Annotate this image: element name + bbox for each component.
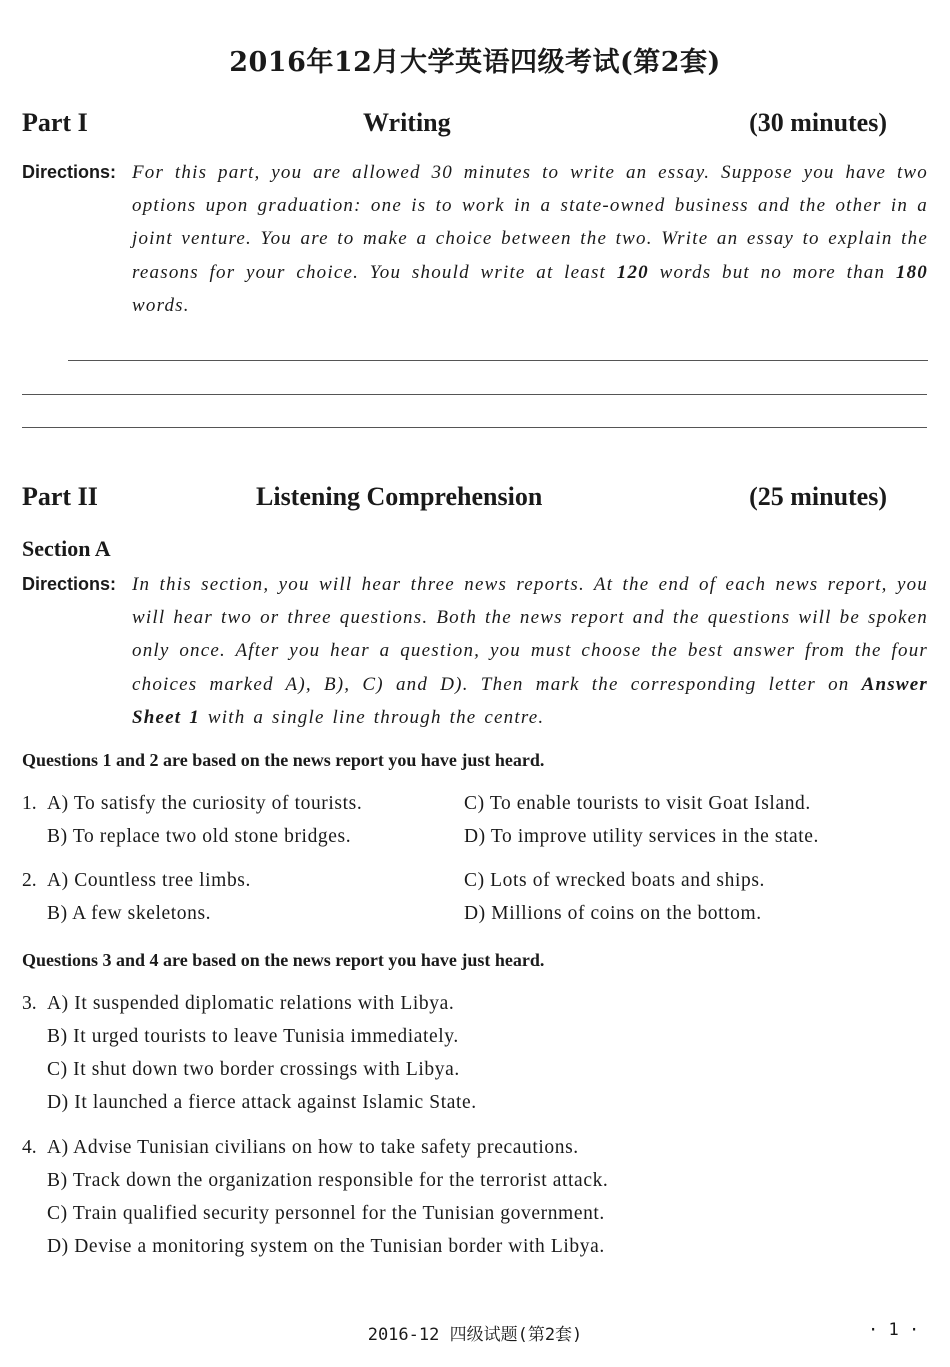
- question-1-number: 1.: [22, 793, 37, 814]
- q2-option-a: A) Countless tree limbs.: [47, 870, 251, 891]
- part1-name: Writing: [363, 108, 451, 137]
- part1-directions-post: words.: [132, 294, 190, 316]
- q2-option-d: D) Millions of coins on the bottom.: [464, 903, 762, 924]
- q4-option-d: D) Devise a monitoring system on the Tunisian border with Libya.: [47, 1236, 605, 1257]
- part2-directions-pre: In this section, you will hear three news reports. At the end of each news report, you will hear two or three questions. Both the news report and the questions will be spoken only once. After you hear a question, you must choose the best answer from the four choices marked A), B), C) and D). Then mark the corresponding letter on: [132, 574, 928, 695]
- writing-line-2: [22, 394, 927, 395]
- q2-option-b: B) A few skeletons.: [47, 903, 212, 924]
- group2-header: Questions 3 and 4 are based on the news report you have just heard.: [22, 950, 545, 970]
- answer-sheet-ref: Answer Sheet 1: [132, 673, 928, 728]
- part1-directions-label: Directions:: [22, 162, 117, 182]
- exam-title: 2016年12月大学英语四级考试(第2套): [229, 47, 721, 78]
- q1-option-a: A) To satisfy the curiosity of tourists.: [47, 793, 363, 814]
- section-a-title: Section A: [22, 536, 111, 561]
- part1-header: [22, 108, 927, 142]
- question-3-number: 3.: [22, 993, 37, 1014]
- part2-name: Listening Comprehension: [256, 482, 543, 511]
- part2-time: (25 minutes): [749, 482, 887, 511]
- part1-directions-mid: words but no more than: [648, 261, 896, 283]
- page-footer: 2016-12 四级试题(第2套): [367, 1325, 583, 1345]
- question-4-number: 4.: [22, 1137, 37, 1158]
- part1-words-min: 120: [616, 261, 649, 283]
- q4-option-b: B) Track down the organization responsible for the terrorist attack.: [47, 1170, 609, 1191]
- part1-directions-pre: For this part, you are allowed 30 minutes to write an essay. Suppose you have two options upon graduation: one is to work in a state-owned business and the other in a joint venture. You are to make a choice between the two. Write an essay to explain the reasons for your choice. You should write at least: [132, 162, 928, 283]
- q2-option-c: C) Lots of wrecked boats and ships.: [464, 870, 765, 891]
- writing-line-3: [22, 427, 927, 428]
- q4-option-a: A) Advise Tunisian civilians on how to take safety precautions.: [47, 1137, 579, 1158]
- q3-option-b: B) It urged tourists to leave Tunisia immediately.: [47, 1026, 459, 1047]
- part2-directions-post: with a single line through the centre.: [199, 706, 545, 728]
- q1-option-b: B) To replace two old stone bridges.: [47, 826, 352, 847]
- q4-option-c: C) Train qualified security personnel for the Tunisian government.: [47, 1203, 605, 1224]
- page-number: · 1 ·: [868, 1320, 920, 1340]
- part1-label: Part I: [22, 108, 88, 137]
- part2-directions-text: [132, 568, 928, 734]
- question-2-number: 2.: [22, 870, 37, 891]
- group1-header: Questions 1 and 2 are based on the news report you have just heard.: [22, 750, 545, 770]
- q1-option-c: C) To enable tourists to visit Goat Island.: [464, 793, 811, 814]
- q3-option-a: A) It suspended diplomatic relations with Libya.: [47, 993, 455, 1014]
- q3-option-d: D) It launched a fierce attack against Islamic State.: [47, 1092, 477, 1113]
- q3-option-c: C) It shut down two border crossings with Libya.: [47, 1059, 460, 1080]
- q1-option-d: D) To improve utility services in the state.: [464, 826, 820, 847]
- part1-time: (30 minutes): [749, 108, 887, 137]
- part2-header: [22, 482, 927, 516]
- part2-label: Part II: [22, 482, 98, 511]
- writing-line-1: [68, 360, 928, 361]
- part1-directions-text: [132, 156, 928, 322]
- part1-words-max: 180: [895, 261, 928, 283]
- part2-directions-label: Directions:: [22, 574, 117, 594]
